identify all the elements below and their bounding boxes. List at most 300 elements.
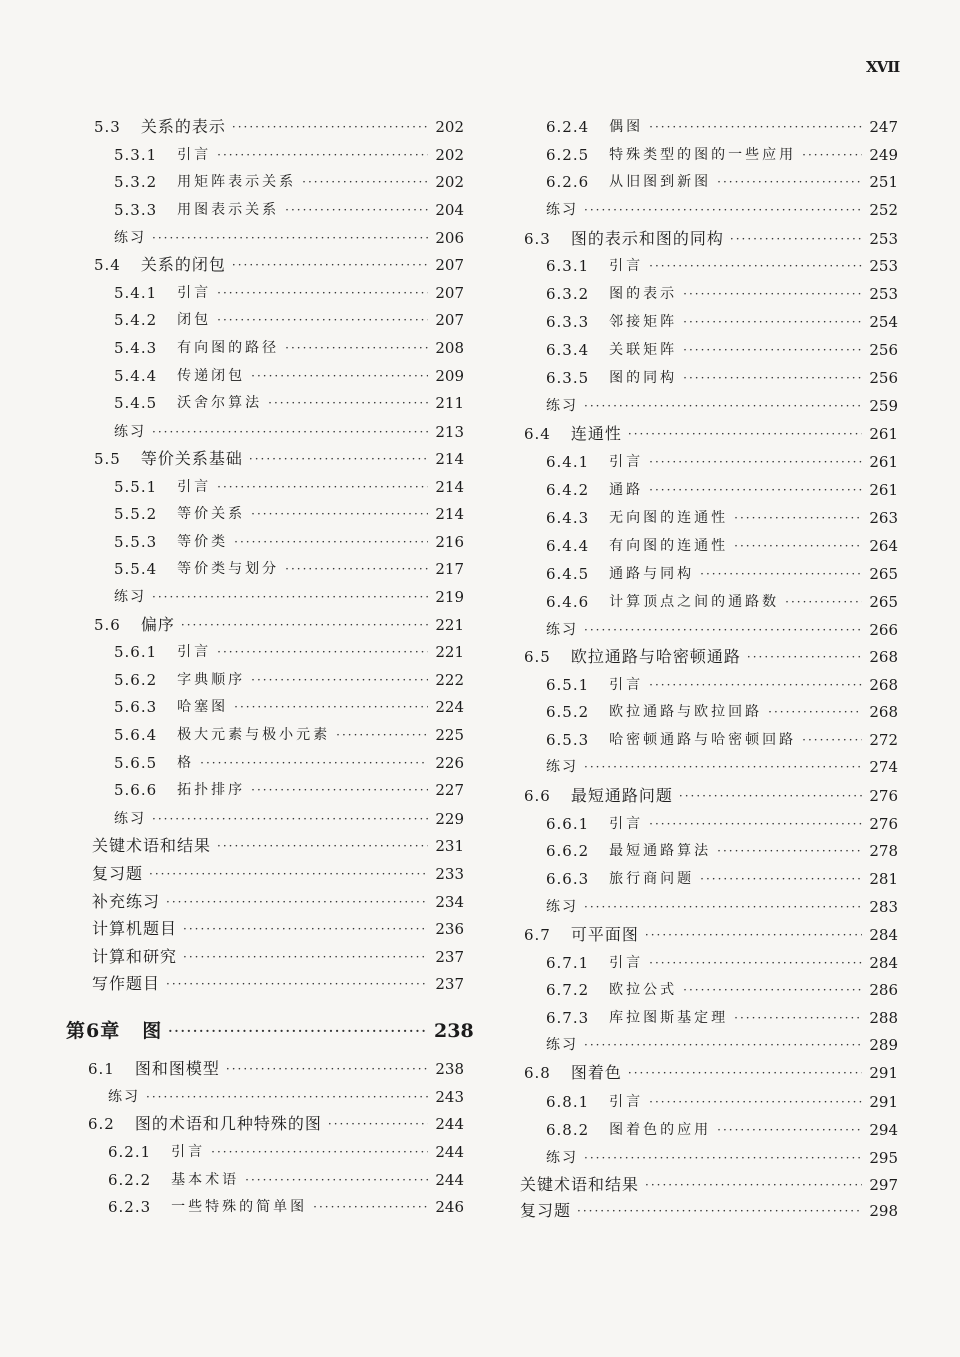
toc-entry-number: 6.5.2 bbox=[546, 703, 590, 721]
toc-entry-title: 关键术语和结果 bbox=[92, 836, 212, 855]
toc-entry[interactable] bbox=[114, 668, 464, 692]
toc-entry-title: 图的术语和几种特殊的图 bbox=[134, 1114, 322, 1133]
dot-leader bbox=[717, 839, 862, 863]
toc-entry-page: 254 bbox=[869, 313, 898, 331]
toc-entry[interactable] bbox=[546, 394, 898, 418]
toc-entry[interactable] bbox=[546, 1006, 898, 1030]
toc-entry-page: 268 bbox=[869, 648, 898, 666]
toc-entry-page: 202 bbox=[435, 118, 464, 136]
toc-entry-page: 281 bbox=[869, 870, 898, 888]
toc-entry-number: 6.3.2 bbox=[546, 285, 590, 303]
toc-entry-page: 231 bbox=[435, 837, 464, 855]
toc-entry-number: 6.1 bbox=[88, 1060, 115, 1078]
toc-entry-page: 222 bbox=[435, 671, 464, 689]
dot-leader bbox=[645, 923, 862, 947]
toc-entry[interactable] bbox=[546, 506, 898, 530]
dot-leader bbox=[768, 700, 862, 724]
toc-entry-page: 246 bbox=[435, 1198, 464, 1216]
toc-entry[interactable] bbox=[114, 336, 464, 360]
toc-entry-title: 图和图模型 bbox=[134, 1059, 220, 1078]
dot-leader bbox=[649, 812, 862, 836]
toc-entry[interactable] bbox=[524, 645, 898, 669]
toc-entry-page: 264 bbox=[869, 537, 898, 555]
dot-leader bbox=[181, 613, 428, 637]
toc-entry[interactable] bbox=[546, 728, 898, 752]
toc-entry-title: 关联矩阵 bbox=[609, 342, 678, 358]
toc-entry-page: 244 bbox=[435, 1171, 464, 1189]
toc-entry[interactable] bbox=[546, 170, 898, 194]
toc-entry-title: 偶图 bbox=[609, 119, 644, 135]
toc-entry-page: 221 bbox=[435, 616, 464, 634]
toc-entry[interactable] bbox=[524, 422, 898, 446]
toc-entry-title: 引言 bbox=[609, 955, 644, 971]
toc-entry-page: 297 bbox=[869, 1176, 898, 1194]
toc-entry-number: 6.6 bbox=[524, 787, 551, 805]
toc-entry[interactable] bbox=[114, 143, 464, 167]
toc-entry-page: 249 bbox=[869, 146, 898, 164]
toc-entry-page: 261 bbox=[869, 453, 898, 471]
toc-entry-title: 计算机题目 bbox=[92, 919, 178, 938]
dot-leader bbox=[226, 1057, 428, 1081]
dot-leader bbox=[183, 917, 428, 941]
toc-entry-page: 214 bbox=[435, 450, 464, 468]
toc-entry-title: 图的同构 bbox=[609, 370, 678, 386]
dot-leader bbox=[584, 1146, 862, 1170]
toc-entry[interactable] bbox=[114, 308, 464, 332]
dot-leader bbox=[217, 143, 428, 167]
toc-entry-number: 5.3 bbox=[94, 118, 121, 136]
dot-leader bbox=[584, 755, 862, 779]
toc-entry-number: 6.2.6 bbox=[546, 173, 590, 191]
dot-leader bbox=[146, 1085, 428, 1109]
toc-entry[interactable] bbox=[524, 227, 898, 251]
dot-leader bbox=[584, 198, 862, 222]
toc-entry[interactable] bbox=[114, 502, 464, 526]
toc-entry-title: 极大元素与极小元素 bbox=[177, 727, 331, 743]
toc-entry[interactable] bbox=[108, 1195, 464, 1219]
toc-entry-number: 5.6.3 bbox=[114, 698, 158, 716]
toc-entry-page: 261 bbox=[869, 425, 898, 443]
toc-entry-title: 无向图的连通性 bbox=[609, 510, 729, 526]
toc-entry[interactable] bbox=[92, 972, 464, 996]
toc-entry-page: 253 bbox=[869, 230, 898, 248]
toc-entry-title: 复习题 bbox=[92, 864, 144, 883]
toc-entry-page: 237 bbox=[435, 948, 464, 966]
dot-leader bbox=[730, 227, 862, 251]
toc-entry-page: 202 bbox=[435, 146, 464, 164]
dot-leader bbox=[785, 590, 862, 614]
toc-entry-page: 266 bbox=[869, 621, 898, 639]
toc-entry-title: 写作题目 bbox=[92, 974, 161, 993]
dot-leader bbox=[152, 807, 428, 831]
toc-entry-number: 5.5.2 bbox=[114, 505, 158, 523]
toc-entry[interactable] bbox=[114, 530, 464, 554]
toc-entry[interactable] bbox=[546, 478, 898, 502]
toc-entry[interactable] bbox=[546, 366, 898, 390]
toc-entry[interactable] bbox=[114, 695, 464, 719]
toc-entry-page: 244 bbox=[435, 1143, 464, 1161]
toc-entry[interactable] bbox=[546, 143, 898, 167]
toc-entry-title: 练习 bbox=[546, 1150, 578, 1166]
toc-entry-page: 294 bbox=[869, 1121, 898, 1139]
toc-entry[interactable] bbox=[114, 281, 464, 305]
dot-leader bbox=[628, 422, 862, 446]
toc-entry[interactable] bbox=[546, 1118, 898, 1142]
toc-entry-number: 5.4.5 bbox=[114, 394, 158, 412]
toc-entry-title: 欧拉通路与欧拉回路 bbox=[609, 704, 763, 720]
dot-leader bbox=[302, 170, 428, 194]
dot-leader bbox=[285, 198, 428, 222]
toc-entry-number: 6.5.3 bbox=[546, 731, 590, 749]
toc-entry-number: 6.5.1 bbox=[546, 676, 590, 694]
toc-entry-page: 213 bbox=[435, 423, 464, 441]
toc-entry[interactable] bbox=[546, 951, 898, 975]
toc-entry-page: 272 bbox=[869, 731, 898, 749]
toc-entry-title: 练习 bbox=[114, 230, 146, 246]
dot-leader bbox=[268, 391, 428, 415]
toc-entry-number: 5.4 bbox=[94, 256, 121, 274]
toc-entry[interactable] bbox=[94, 115, 464, 139]
toc-entry-page: 207 bbox=[435, 311, 464, 329]
toc-entry-title: 有向图的路径 bbox=[177, 340, 280, 356]
toc-entry-title: 邻接矩阵 bbox=[609, 314, 678, 330]
toc-entry-page: 274 bbox=[869, 758, 898, 776]
toc-entry-title: 用图表示关系 bbox=[177, 202, 280, 218]
toc-entry-number: 5.3.2 bbox=[114, 173, 158, 191]
toc-entry-number: 6.2.3 bbox=[108, 1198, 152, 1216]
toc-entry-title: 最短通路算法 bbox=[609, 843, 712, 859]
toc-entry-title: 等价关系基础 bbox=[140, 449, 243, 468]
toc-entry-number: 6.7.1 bbox=[546, 954, 590, 972]
toc-entry[interactable] bbox=[546, 618, 898, 642]
toc-entry[interactable] bbox=[546, 590, 898, 614]
toc-entry-title: 欧拉通路与哈密顿通路 bbox=[570, 647, 741, 666]
toc-entry-number: 第6章 bbox=[66, 1020, 121, 1042]
toc-entry[interactable] bbox=[94, 613, 464, 637]
toc-entry-title: 练习 bbox=[546, 622, 578, 638]
toc-entry-title: 图的表示 bbox=[609, 286, 678, 302]
toc-entry-page: 253 bbox=[869, 257, 898, 275]
toc-entry[interactable] bbox=[114, 778, 464, 802]
toc-entry[interactable] bbox=[114, 723, 464, 747]
toc-entry[interactable] bbox=[114, 170, 464, 194]
toc-entry-title: 沃舍尔算法 bbox=[177, 395, 263, 411]
toc-entry-title: 关系的表示 bbox=[140, 117, 226, 136]
toc-entry-title: 练习 bbox=[546, 1037, 578, 1053]
toc-entry[interactable] bbox=[546, 562, 898, 586]
toc-entry-number: 6.8 bbox=[524, 1064, 551, 1082]
toc-entry[interactable] bbox=[546, 282, 898, 306]
toc-entry-page: 233 bbox=[435, 865, 464, 883]
toc-entry-number: 6.4.4 bbox=[546, 537, 590, 555]
dot-leader bbox=[584, 1033, 862, 1057]
toc-entry-page: 207 bbox=[435, 284, 464, 302]
toc-entry-number: 6.6.3 bbox=[546, 870, 590, 888]
toc-entry-page: 211 bbox=[435, 394, 464, 412]
toc-entry[interactable] bbox=[546, 755, 898, 779]
toc-entry-page: 276 bbox=[869, 787, 898, 805]
toc-entry[interactable] bbox=[114, 751, 464, 775]
toc-entry[interactable] bbox=[92, 834, 464, 858]
toc-entry-number: 6.2 bbox=[88, 1115, 115, 1133]
toc-entry[interactable] bbox=[88, 1112, 464, 1136]
toc-entry[interactable] bbox=[546, 812, 898, 836]
toc-entry-number: 6.4.6 bbox=[546, 593, 590, 611]
toc-entry-page: 225 bbox=[435, 726, 464, 744]
toc-entry[interactable] bbox=[546, 310, 898, 334]
toc-entry[interactable] bbox=[546, 1033, 898, 1057]
toc-entry-page: 291 bbox=[869, 1064, 898, 1082]
toc-entry[interactable] bbox=[520, 1173, 898, 1197]
toc-entry-number: 5.3.1 bbox=[114, 146, 158, 164]
toc-entry[interactable] bbox=[114, 420, 464, 444]
toc-entry[interactable] bbox=[92, 945, 464, 969]
toc-entry[interactable] bbox=[94, 253, 464, 277]
toc-entry-page: 238 bbox=[434, 1020, 474, 1042]
toc-entry[interactable] bbox=[88, 1057, 464, 1081]
toc-entry-page: 216 bbox=[435, 533, 464, 551]
toc-entry-number: 6.4.5 bbox=[546, 565, 590, 583]
toc-entry-number: 5.4.4 bbox=[114, 367, 158, 385]
dot-leader bbox=[251, 502, 428, 526]
toc-entry[interactable] bbox=[524, 784, 898, 808]
toc-entry-number: 6.4.2 bbox=[546, 481, 590, 499]
toc-entry[interactable] bbox=[108, 1168, 464, 1192]
dot-leader bbox=[802, 728, 862, 752]
toc-entry[interactable] bbox=[92, 862, 464, 886]
dot-leader bbox=[328, 1112, 428, 1136]
toc-entry-number: 5.6.2 bbox=[114, 671, 158, 689]
dot-leader bbox=[234, 695, 428, 719]
toc-entry-number: 6.4 bbox=[524, 425, 551, 443]
toc-entry-number: 5.6.1 bbox=[114, 643, 158, 661]
dot-leader bbox=[249, 447, 428, 471]
toc-entry[interactable] bbox=[92, 917, 464, 941]
dot-leader bbox=[577, 1199, 862, 1223]
toc-entry[interactable] bbox=[546, 534, 898, 558]
toc-entry-page: 237 bbox=[435, 975, 464, 993]
dot-leader bbox=[717, 170, 862, 194]
toc-entry-number: 6.3 bbox=[524, 230, 551, 248]
dot-leader bbox=[211, 1140, 428, 1164]
toc-entry[interactable] bbox=[546, 254, 898, 278]
toc-entry[interactable] bbox=[546, 198, 898, 222]
dot-leader bbox=[217, 308, 428, 332]
dot-leader bbox=[700, 867, 862, 891]
dot-leader bbox=[734, 534, 862, 558]
toc-entry-page: 227 bbox=[435, 781, 464, 799]
toc-entry-title: 练习 bbox=[546, 398, 578, 414]
toc-entry-page: 283 bbox=[869, 898, 898, 916]
toc-entry[interactable] bbox=[520, 1199, 898, 1223]
toc-entry-page: 268 bbox=[869, 676, 898, 694]
toc-entry[interactable] bbox=[108, 1085, 464, 1109]
dot-leader bbox=[183, 945, 428, 969]
dot-leader bbox=[217, 640, 428, 664]
toc-entry-page: 298 bbox=[869, 1202, 898, 1220]
toc-entry-page: 244 bbox=[435, 1115, 464, 1133]
dot-leader bbox=[285, 336, 428, 360]
toc-entry-page: 208 bbox=[435, 339, 464, 357]
toc-entry-title: 练习 bbox=[546, 759, 578, 775]
dot-leader bbox=[152, 420, 428, 444]
toc-entry-page: 276 bbox=[869, 815, 898, 833]
toc-entry-title: 引言 bbox=[177, 479, 212, 495]
toc-entry[interactable] bbox=[108, 1140, 464, 1164]
dot-leader bbox=[683, 978, 862, 1002]
toc-entry-title: 图 bbox=[142, 1020, 163, 1042]
toc-entry-title: 拓扑排序 bbox=[177, 782, 246, 798]
toc-entry[interactable] bbox=[546, 1090, 898, 1114]
toc-entry-page: 256 bbox=[869, 341, 898, 359]
toc-entry-title: 引言 bbox=[171, 1144, 206, 1160]
toc-entry[interactable] bbox=[114, 807, 464, 831]
toc-entry[interactable] bbox=[546, 867, 898, 891]
toc-entry[interactable] bbox=[546, 978, 898, 1002]
toc-entry-title: 用矩阵表示关系 bbox=[177, 174, 297, 190]
toc-entry-number: 6.2.5 bbox=[546, 146, 590, 164]
toc-entry-title: 闭包 bbox=[177, 312, 212, 328]
toc-entry[interactable] bbox=[114, 475, 464, 499]
toc-entry-title: 欧拉公式 bbox=[609, 982, 678, 998]
dot-leader bbox=[649, 951, 862, 975]
toc-entry-number: 5.6.5 bbox=[114, 754, 158, 772]
toc-entry[interactable] bbox=[92, 890, 464, 914]
toc-entry-page: 268 bbox=[869, 703, 898, 721]
toc-entry[interactable] bbox=[114, 557, 464, 581]
toc-entry-number: 6.4.3 bbox=[546, 509, 590, 527]
toc-entry-number: 6.3.4 bbox=[546, 341, 590, 359]
dot-leader bbox=[649, 1090, 862, 1114]
toc-entry-number: 6.3.1 bbox=[546, 257, 590, 275]
toc-entry-number: 5.5.3 bbox=[114, 533, 158, 551]
toc-entry-title: 引言 bbox=[609, 816, 644, 832]
dot-leader bbox=[232, 115, 428, 139]
toc-entry-title: 传递闭包 bbox=[177, 368, 246, 384]
dot-leader bbox=[285, 557, 428, 581]
toc-entry[interactable] bbox=[546, 338, 898, 362]
toc-entry-number: 6.3.5 bbox=[546, 369, 590, 387]
toc-entry-page: 224 bbox=[435, 698, 464, 716]
toc-entry-title: 哈密顿通路与哈密顿回路 bbox=[609, 732, 797, 748]
dot-leader bbox=[649, 478, 862, 502]
toc-entry-title: 字典顺序 bbox=[177, 672, 246, 688]
toc-entry[interactable] bbox=[546, 450, 898, 474]
toc-entry[interactable] bbox=[524, 1061, 898, 1085]
toc-entry[interactable] bbox=[114, 364, 464, 388]
toc-entry-page: 247 bbox=[869, 118, 898, 136]
toc-entry-title: 特殊类型的图的一些应用 bbox=[609, 147, 797, 163]
toc-entry[interactable] bbox=[546, 839, 898, 863]
toc-entry[interactable] bbox=[546, 1146, 898, 1170]
toc-entry[interactable] bbox=[546, 700, 898, 724]
toc-entry-number: 5.4.1 bbox=[114, 284, 158, 302]
toc-entry-number: 5.6 bbox=[94, 616, 121, 634]
toc-entry-number: 6.6.2 bbox=[546, 842, 590, 860]
toc-entry-title: 从旧图到新图 bbox=[609, 174, 712, 190]
dot-leader bbox=[168, 1019, 428, 1043]
toc-entry-title: 关系的闭包 bbox=[140, 255, 226, 274]
toc-entry-title: 图着色的应用 bbox=[609, 1122, 712, 1138]
toc-entry-title: 等价关系 bbox=[177, 506, 246, 522]
toc-entry[interactable] bbox=[546, 115, 898, 139]
toc-entry[interactable] bbox=[114, 226, 464, 250]
toc-entry-page: 284 bbox=[869, 954, 898, 972]
toc-entry-page: 214 bbox=[435, 478, 464, 496]
toc-entry[interactable] bbox=[524, 923, 898, 947]
dot-leader bbox=[649, 254, 862, 278]
toc-entry-page: 261 bbox=[869, 481, 898, 499]
toc-entry-number: 6.2.1 bbox=[108, 1143, 152, 1161]
toc-entry-page: 214 bbox=[435, 505, 464, 523]
toc-entry[interactable] bbox=[114, 391, 464, 415]
toc-entry[interactable] bbox=[546, 895, 898, 919]
toc-entry-title: 最短通路问题 bbox=[570, 786, 673, 805]
toc-entry-title: 通路 bbox=[609, 482, 644, 498]
toc-entry-number: 6.2.4 bbox=[546, 118, 590, 136]
toc-entry-page: 289 bbox=[869, 1036, 898, 1054]
dot-leader bbox=[747, 645, 862, 669]
dot-leader bbox=[683, 282, 862, 306]
toc-entry-title: 有向图的连通性 bbox=[609, 538, 729, 554]
toc-entry-title: 可平面图 bbox=[570, 925, 639, 944]
toc-entry-number: 5.3.3 bbox=[114, 201, 158, 219]
dot-leader bbox=[200, 751, 428, 775]
toc-entry-page: 291 bbox=[869, 1093, 898, 1111]
toc-entry-title: 计算顶点之间的通路数 bbox=[609, 594, 780, 610]
toc-entry-page: 209 bbox=[435, 367, 464, 385]
toc-entry[interactable] bbox=[114, 198, 464, 222]
toc-entry-title: 练习 bbox=[546, 899, 578, 915]
toc-entry-number: 5.5.4 bbox=[114, 560, 158, 578]
toc-entry-page: 265 bbox=[869, 593, 898, 611]
dot-leader bbox=[734, 1006, 862, 1030]
toc-entry-title: 一些特殊的简单图 bbox=[171, 1199, 308, 1215]
toc-entry-title: 库拉图斯基定理 bbox=[609, 1010, 729, 1026]
toc-entry[interactable] bbox=[114, 640, 464, 664]
toc-entry-page: 286 bbox=[869, 981, 898, 999]
dot-leader bbox=[645, 1173, 862, 1197]
toc-entry-title: 补充练习 bbox=[92, 892, 161, 911]
toc-entry-number: 5.4.2 bbox=[114, 311, 158, 329]
toc-entry[interactable] bbox=[66, 1019, 474, 1043]
dot-leader bbox=[152, 226, 428, 250]
toc-entry-page: 265 bbox=[869, 565, 898, 583]
toc-entry-number: 6.2.2 bbox=[108, 1171, 152, 1189]
toc-entry-title: 练习 bbox=[114, 424, 146, 440]
dot-leader bbox=[679, 784, 862, 808]
toc-entry-page: 221 bbox=[435, 643, 464, 661]
toc-entry-page: 226 bbox=[435, 754, 464, 772]
dot-leader bbox=[584, 618, 862, 642]
toc-entry-page: 234 bbox=[435, 893, 464, 911]
dot-leader bbox=[683, 310, 862, 334]
dot-leader bbox=[251, 778, 428, 802]
dot-leader bbox=[584, 895, 862, 919]
toc-entry-title: 练习 bbox=[114, 589, 146, 605]
toc-entry[interactable] bbox=[114, 585, 464, 609]
toc-entry-title: 引言 bbox=[609, 258, 644, 274]
toc-entry[interactable] bbox=[546, 673, 898, 697]
dot-leader bbox=[251, 364, 428, 388]
dot-leader bbox=[166, 972, 428, 996]
toc-entry[interactable] bbox=[94, 447, 464, 471]
toc-entry-page: 252 bbox=[869, 201, 898, 219]
toc-entry-number: 6.8.1 bbox=[546, 1093, 590, 1111]
toc-entry-page: 229 bbox=[435, 810, 464, 828]
toc-entry-title: 格 bbox=[177, 755, 195, 771]
dot-leader bbox=[232, 253, 428, 277]
